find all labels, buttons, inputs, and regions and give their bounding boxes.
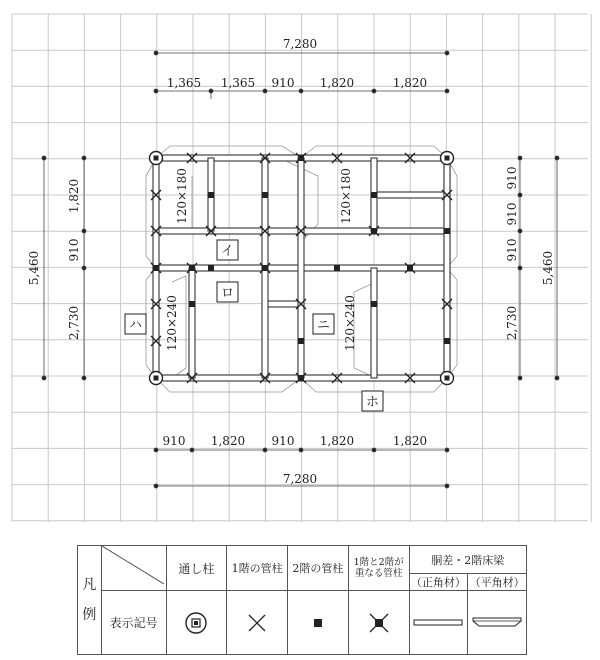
dimension-tick [154, 51, 158, 55]
svg-text:イ: イ [220, 244, 235, 259]
legend-col-overlap-line2: 重なる管柱 [354, 568, 403, 579]
legend-title-top: 凡 [82, 577, 97, 593]
dimension-tick [42, 156, 46, 160]
dim-right-segment: 910 [505, 202, 519, 226]
floor2-column [371, 301, 377, 307]
dimension-tick [518, 193, 522, 197]
dimension-tick [82, 376, 86, 380]
floor2-column [262, 192, 268, 198]
dim-top-segment: 1,365 [220, 76, 256, 90]
legend-symbol-floor2 [288, 591, 349, 655]
svg-text:ニ: ニ [316, 318, 331, 333]
dim-left-total: 5,460 [27, 250, 41, 286]
dim-bottom-segment: 910 [162, 434, 186, 448]
dim-right-total: 5,460 [541, 250, 555, 286]
dimension-tick [263, 448, 267, 452]
dimension-tick [555, 376, 559, 380]
legend-col-floor2: 2階の管柱 [288, 546, 349, 591]
dim-left-segment: 910 [67, 238, 81, 262]
dimension-tick [372, 89, 376, 93]
square-beam-icon [412, 616, 464, 630]
legend-col-overlap-line1: 1階と2階が [353, 557, 404, 568]
marker-ro [217, 282, 238, 302]
beam [371, 268, 377, 378]
dimension-tick [154, 89, 158, 93]
marker-i [217, 240, 238, 260]
legend-title [78, 546, 102, 655]
beam [374, 192, 447, 198]
dimension-tick [299, 448, 303, 452]
dim-bottom-total: 7,280 [282, 472, 318, 486]
floor2-column [334, 265, 340, 271]
floor2-column [189, 301, 195, 307]
floor2-column [208, 192, 214, 198]
dimension-tick [154, 448, 158, 452]
dimension-tick [154, 484, 158, 488]
dimension-tick [42, 376, 46, 380]
floor2-column [298, 375, 304, 381]
marker-ni [313, 314, 334, 334]
dim-right-segment: 910 [505, 238, 519, 262]
svg-text:ロ: ロ [220, 286, 235, 301]
floor2-column [407, 265, 413, 271]
dim-right-segment: 2,730 [505, 305, 519, 341]
dim-bottom-segment: 1,820 [319, 434, 355, 448]
dimension-tick [555, 156, 559, 160]
beam-size-label: 120×240 [343, 295, 357, 351]
legend-table [77, 545, 527, 655]
legend-title-bottom: 例 [82, 607, 97, 623]
dim-top-segment: 1,820 [319, 76, 355, 90]
dim-bottom-segment: 1,820 [392, 434, 428, 448]
floor2-column [262, 265, 268, 271]
dim-bottom-segment: 910 [271, 434, 295, 448]
beam [444, 158, 450, 378]
x-mark-icon [246, 612, 268, 634]
dimension-tick [518, 156, 522, 160]
floor2-column [153, 265, 159, 271]
dimension-tick [190, 448, 194, 452]
legend-symbol-flat-beam [468, 591, 527, 655]
svg-text:ハ: ハ [128, 318, 143, 333]
through-column-core [154, 156, 159, 161]
floor2-column [371, 228, 377, 234]
legend-row-label: 表示記号 [101, 591, 166, 655]
legend-col-flat: （平角材） [468, 574, 527, 591]
dim-left-segment: 1,820 [67, 178, 81, 214]
through-column-core [154, 376, 159, 381]
dimension-tick [372, 448, 376, 452]
through-column-core [445, 156, 450, 161]
legend-symbol-through [166, 591, 227, 655]
x-square-icon [367, 611, 391, 635]
floor2-column [189, 265, 195, 271]
dim-top-segment: 1,820 [392, 76, 428, 90]
floor2-column [371, 192, 377, 198]
dim-right-segment: 910 [505, 166, 519, 190]
floor2-column [444, 338, 450, 344]
beam [265, 301, 301, 307]
dimension-tick [299, 89, 303, 93]
floor2-column [444, 228, 450, 234]
legend-diagonal-cell [101, 546, 166, 591]
dimension-tick [82, 156, 86, 160]
dim-top-segment: 1,365 [166, 76, 202, 90]
dim-top-total: 7,280 [282, 37, 318, 51]
floor2-column [208, 265, 214, 271]
dimension-tick [518, 229, 522, 233]
circle-dot-icon [183, 610, 209, 636]
beam [298, 158, 304, 378]
dimension-tick [445, 448, 449, 452]
dimension-tick [445, 51, 449, 55]
legend-col-through: 通し柱 [166, 546, 227, 591]
dim-bottom-segment: 1,820 [210, 434, 246, 448]
legend-symbol-square-beam [409, 591, 468, 655]
floor2-column [298, 155, 304, 161]
dim-top-segment: 910 [271, 76, 295, 90]
svg-text:ホ: ホ [365, 395, 380, 410]
dimension-tick [518, 376, 522, 380]
marker-ho [362, 391, 383, 411]
beam-size-label: 120×180 [339, 168, 353, 224]
legend-col-overlap [348, 546, 409, 591]
beam [189, 268, 195, 378]
dimension-tick [82, 229, 86, 233]
legend-col-floor1: 1階の管柱 [227, 546, 288, 591]
dim-left-segment: 2,730 [67, 305, 81, 341]
legend-col-square: （正角材） [409, 574, 468, 591]
diagonal-line [102, 546, 164, 584]
dimension-tick [263, 89, 267, 93]
dimension-tick [518, 266, 522, 270]
through-column-core [445, 376, 450, 381]
beam-size-label: 120×180 [175, 168, 189, 224]
legend-symbol-overlap [348, 591, 409, 655]
legend-symbol-floor1 [227, 591, 288, 655]
dimension-tick [445, 89, 449, 93]
square-dot-icon [311, 616, 325, 630]
beams [153, 155, 450, 381]
beam-size-label: 120×240 [165, 295, 179, 351]
flat-beam-icon [471, 615, 523, 631]
dimension-tick [445, 484, 449, 488]
dimension-tick [82, 266, 86, 270]
legend-col-beam: 胴差・2階床梁 [409, 546, 526, 574]
floor2-column [298, 338, 304, 344]
marker-ha [125, 314, 146, 334]
